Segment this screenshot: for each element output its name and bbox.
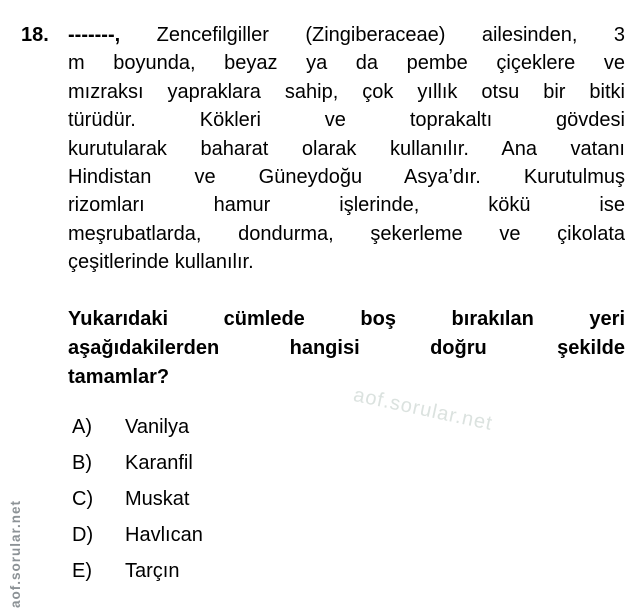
option-e bbox=[68, 558, 625, 594]
option-d-letter: D) bbox=[72, 523, 94, 546]
watermark-left-vertical: aof.sorular.net bbox=[8, 499, 23, 608]
question-stem bbox=[68, 305, 625, 392]
option-d-label: Havlıcan bbox=[125, 523, 203, 546]
option-e-label: Tarçın bbox=[125, 559, 180, 582]
stem-line: Yukarıdaki cümlede boş bırakılan yeri bbox=[68, 307, 625, 330]
option-b-label: Karanfil bbox=[125, 451, 193, 474]
paragraph-line: kurutularak baharat olarak kullanılır. Ana vatanı bbox=[68, 137, 625, 160]
stem-line: tamamlar? bbox=[68, 365, 170, 388]
option-d bbox=[68, 522, 625, 558]
option-e-letter: E) bbox=[72, 559, 92, 582]
option-a-letter: A) bbox=[72, 415, 92, 438]
paragraph-line-text: Zencefilgiller (Zingiberaceae) ailesinden, 3 bbox=[156, 24, 625, 46]
paragraph-line: m boyunda, beyaz ya da pembe çiçeklere ve bbox=[68, 52, 625, 75]
watermark-center: aof.sorular.net bbox=[351, 384, 495, 435]
paragraph-line bbox=[68, 21, 625, 49]
options-list bbox=[68, 414, 625, 594]
stem-line: aşağıdakilerden hangisi doğru şekilde bbox=[68, 336, 625, 359]
option-a bbox=[68, 414, 625, 450]
option-c-label: Muskat bbox=[125, 487, 190, 510]
paragraph-line: mızraksı yapraklara sahip, çok yıllık otsu bir bitki bbox=[68, 80, 625, 103]
paragraph-line: türüdür. Kökleri ve toprakaltı gövdesi bbox=[68, 109, 625, 132]
option-b bbox=[68, 450, 625, 486]
option-c bbox=[68, 486, 625, 522]
paragraph-line: Hindistan ve Güneydoğu Asya’dır. Kurutulmuş bbox=[68, 166, 625, 189]
paragraph-line: meşrubatlarda, dondurma, şekerleme ve çikolata bbox=[68, 222, 625, 245]
blank-dashes: -------, bbox=[68, 24, 121, 46]
question-paragraph bbox=[68, 21, 625, 277]
question-content bbox=[68, 21, 625, 594]
option-b-letter: B) bbox=[72, 451, 92, 474]
option-c-letter: C) bbox=[72, 487, 94, 510]
paragraph-line: rizomları hamur işlerinde, kökü ise bbox=[68, 194, 625, 217]
paragraph-line: çeşitlerinde kullanılır. bbox=[68, 251, 254, 274]
option-a-label: Vanilya bbox=[125, 415, 190, 438]
question-number: 18. bbox=[21, 24, 49, 46]
